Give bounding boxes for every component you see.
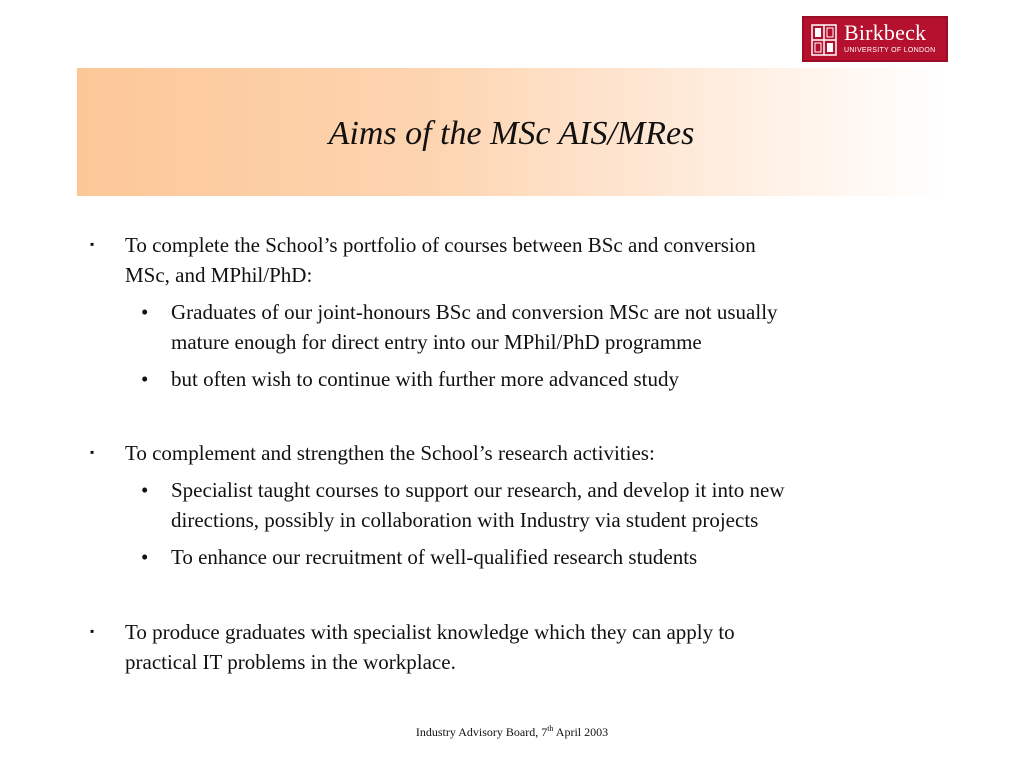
bullet-1-line-2: MSc, and MPhil/PhD: xyxy=(125,263,313,287)
title-band xyxy=(77,68,946,196)
round-bullet-icon: • xyxy=(141,300,149,324)
bullet-2-line-1: To complement and strengthen the School’s research activities: xyxy=(125,441,655,465)
bullet-3-line-2: practical IT problems in the workplace. xyxy=(125,650,456,674)
round-bullet-icon: • xyxy=(141,545,149,569)
footer-superscript: th xyxy=(547,724,554,733)
bullet-1-sub-1-line-2: mature enough for direct entry into our MPhil/PhD programme xyxy=(171,330,702,354)
square-bullet-icon: ▪ xyxy=(90,624,95,638)
bullet-2-sub-1-line-2: directions, possibly in collaboration with Industry via student projects xyxy=(171,508,759,532)
slide-footer xyxy=(0,724,1024,740)
bullet-1-sub-2-line-1: but often wish to continue with further more advanced study xyxy=(171,367,679,391)
bullet-2-sub-1-line-1: Specialist taught courses to support our research, and develop it into new xyxy=(171,478,785,502)
footer-text-before: Industry Advisory Board, 7 xyxy=(415,725,548,739)
logo-name: Birkbeck xyxy=(844,20,927,45)
bullet-1-line-1: To complete the School’s portfolio of courses between BSc and conversion xyxy=(125,233,756,257)
bullet-1-sub-1-line-1: Graduates of our joint-honours BSc and conversion MSc are not usually xyxy=(171,300,778,324)
crest-icon xyxy=(809,22,839,58)
footer-text-after: April 2003 xyxy=(553,725,609,739)
birkbeck-logo xyxy=(802,16,948,62)
bullet-2-sub-2-line-1: To enhance our recruitment of well-qualified research students xyxy=(171,545,698,569)
slide-title: Aims of the MSc AIS/MRes xyxy=(328,115,695,152)
bullet-3-line-1: To produce graduates with specialist knowledge which they can apply to xyxy=(125,620,735,644)
round-bullet-icon: • xyxy=(141,478,149,502)
square-bullet-icon: ▪ xyxy=(90,445,95,459)
round-bullet-icon: • xyxy=(141,367,149,391)
logo-subtitle: UNIVERSITY OF LONDON xyxy=(844,47,936,54)
square-bullet-icon: ▪ xyxy=(90,237,95,251)
